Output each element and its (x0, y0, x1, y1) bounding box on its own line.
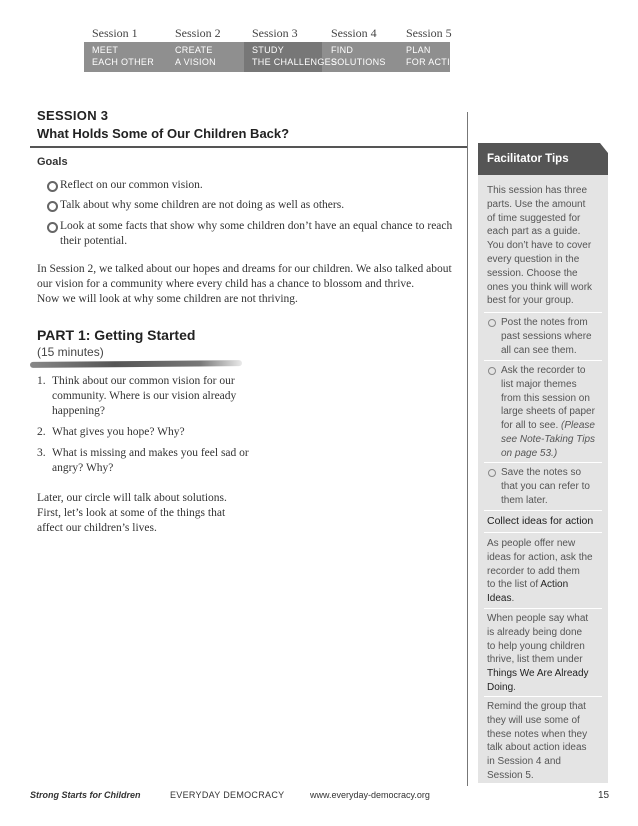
question-1-number: 1. (37, 375, 46, 387)
intro-line-2: our vision for a community where every child has a chance to blossom and thrive. (37, 278, 415, 290)
title-rule (30, 146, 467, 148)
collect-p1-line: Ideas. (487, 593, 515, 605)
goal-3-line1: Look at some facts that show why some children don’t have an equal chance to reach (60, 220, 453, 232)
already-doing-term: Things We Are Already (487, 668, 589, 680)
tip-3-line: Save the notes so (501, 467, 582, 478)
action-ideas-term: Ideas (487, 593, 512, 605)
session-1-desc (92, 44, 154, 68)
collect-heading: Collect ideas for action (487, 515, 594, 527)
sidebar-intro-line: session. Choose the (487, 267, 578, 279)
collect-p3-line: Remind the group that (487, 701, 586, 712)
collect-p3-line: talk about action ideas (487, 742, 587, 754)
session-5-desc (406, 44, 464, 68)
brush-divider (30, 360, 242, 368)
question-3-number: 3. (37, 447, 46, 459)
tip-2-line: Ask the recorder to (501, 365, 586, 376)
tip-2-italic-line: see Note-Taking Tips (501, 433, 596, 445)
sidebar-separator (484, 532, 602, 533)
sidebar-intro-line: You don’t have to cover (487, 240, 592, 252)
question-1-line2: community. Where is our vision already (52, 390, 237, 402)
session-5-label: Session 5 (406, 26, 452, 40)
sidebar-separator (484, 360, 602, 361)
goal-2: Talk about why some children are not doing as well as others. (60, 199, 345, 211)
sidebar-separator (484, 696, 602, 697)
goal-bullet-icon (47, 201, 58, 212)
question-1-line1: Think about our common vision for our (52, 375, 235, 387)
collect-p2-line: to help young children (487, 640, 585, 652)
sidebar-separator (484, 462, 602, 463)
tip-1-line: past sessions where (501, 330, 592, 342)
sidebar-separator (484, 312, 602, 313)
question-2-number: 2. (37, 426, 46, 438)
session-heading: SESSION 3 (37, 108, 109, 123)
closing-line-3: affect our children’s lives. (37, 522, 157, 534)
footer-publication: Strong Starts for Children (30, 790, 141, 800)
collect-p1-line: ideas for action, ask the (487, 551, 593, 563)
tip-2-italic-line: on page 53.) (501, 447, 558, 459)
collect-paragraph-1 (487, 537, 593, 606)
session-1-desc-line1: MEET (92, 45, 119, 55)
collect-p2-line: thrive, list them under (487, 654, 583, 666)
sidebar-heading: Facilitator Tips (487, 153, 569, 165)
sidebar-tip-1 (501, 316, 592, 357)
session-1-desc-line2: EACH OTHER (92, 57, 155, 67)
collect-p1-line (487, 578, 593, 592)
goal-bullet-icon (47, 181, 58, 192)
sidebar-tip-2 (501, 364, 595, 461)
collect-p1-line: recorder to add them (487, 565, 580, 577)
goal-1: Reflect on our common vision. (60, 179, 203, 191)
tip-2-italic: (Please (561, 420, 595, 432)
collect-p2-line: When people say what (487, 613, 589, 624)
question-2-line1: What gives you hope? Why? (52, 426, 185, 438)
session-4-desc-line1: FIND (331, 45, 354, 55)
sidebar-intro-line: ones you think will work (487, 281, 593, 293)
closing-line-1: Later, our circle will talk about solutions. (37, 492, 227, 504)
footer-url[interactable]: www.everyday-democracy.org (310, 790, 430, 800)
session-2-label: Session 2 (175, 26, 221, 40)
collect-p2-line: is already being done (487, 626, 583, 638)
goal-bullet-icon (47, 222, 58, 233)
tip-2-line-text: for all to see. (501, 420, 559, 432)
collect-p3-line: they will use some of (487, 714, 580, 726)
sidebar-header-corner (600, 143, 608, 153)
session-1-label: Session 1 (92, 26, 138, 40)
session-5-desc-line2: FOR ACTION (406, 57, 465, 67)
collect-p3-line: Session 5. (487, 769, 534, 781)
sidebar-intro-line: each part as a guide. (487, 226, 581, 238)
session-4-desc-line2: SOLUTIONS (331, 57, 386, 67)
closing-line-2: First, let’s look at some of the things that (37, 507, 226, 519)
sidebar-tip-3 (501, 466, 590, 507)
collect-p1-text: to the list of (487, 579, 539, 591)
session-5-desc-line1: PLAN (406, 45, 431, 55)
sidebar-intro-line: every question in the (487, 253, 580, 265)
column-divider (467, 112, 468, 786)
session-2-desc (175, 44, 216, 68)
session-2-desc-line1: CREATE (175, 45, 213, 55)
goals-heading: Goals (37, 156, 68, 168)
part-time: (15 minutes) (37, 345, 104, 359)
action-ideas-term: Action (540, 579, 569, 591)
tip-2-line (501, 419, 595, 433)
question-3-line1: What is missing and makes you feel sad or (52, 447, 249, 459)
session-3-label: Session 3 (252, 26, 298, 40)
sidebar-intro (487, 184, 592, 308)
goal-3-line2: their potential. (60, 235, 128, 247)
collect-p3-line: in Session 4 and (487, 756, 561, 768)
page-number: 15 (598, 790, 610, 801)
question-1-line3: happening? (52, 405, 106, 417)
tip-1-line: all can see them. (501, 344, 577, 356)
page-title: What Holds Some of Our Children Back? (37, 126, 290, 141)
session-3-desc-line2: THE CHALLENGES (252, 57, 338, 67)
collect-p2-line: Doing. (487, 681, 516, 693)
session-4-label: Session 4 (331, 26, 377, 40)
already-doing-term: Doing (487, 681, 514, 693)
tip-2-line: list major themes (501, 378, 577, 390)
sidebar-intro-line: of time suggested for (487, 212, 581, 224)
tip-3-line: that you can refer to (501, 480, 590, 492)
sidebar-separator (484, 608, 602, 609)
part-heading: PART 1: Getting Started (37, 327, 196, 343)
intro-line-3: Now we will look at why some children are not thriving. (37, 293, 298, 305)
session-3-desc-line1: STUDY (252, 45, 285, 55)
session-3-desc (252, 44, 337, 68)
question-3-line2: angry? Why? (52, 462, 114, 474)
collect-p3-line: these notes when they (487, 728, 588, 740)
session-2-desc-line2: A VISION (175, 57, 216, 67)
collect-paragraph-3 (487, 700, 587, 783)
sidebar-intro-line: parts. Use the amount (487, 198, 586, 210)
sidebar-intro-line: best for your group. (487, 295, 574, 307)
tip-bullet-icon (488, 469, 496, 477)
collect-p1-line: As people offer new (487, 538, 576, 549)
footer-organization: EVERYDAY DEMOCRACY (170, 790, 285, 800)
tip-2-line: from this session on (501, 392, 590, 404)
intro-line-1: In Session 2, we talked about our hopes and dreams for our children. We also talked about (37, 263, 452, 275)
tip-bullet-icon (488, 319, 496, 327)
sidebar-intro-line: This session has three (487, 185, 588, 196)
tip-2-line: large sheets of paper (501, 406, 595, 418)
collect-paragraph-2 (487, 612, 589, 695)
tip-bullet-icon (488, 367, 496, 375)
session-4-desc (331, 44, 386, 68)
sidebar-separator (484, 510, 602, 511)
tip-1-line: Post the notes from (501, 317, 588, 328)
tip-3-line: them later. (501, 494, 548, 506)
